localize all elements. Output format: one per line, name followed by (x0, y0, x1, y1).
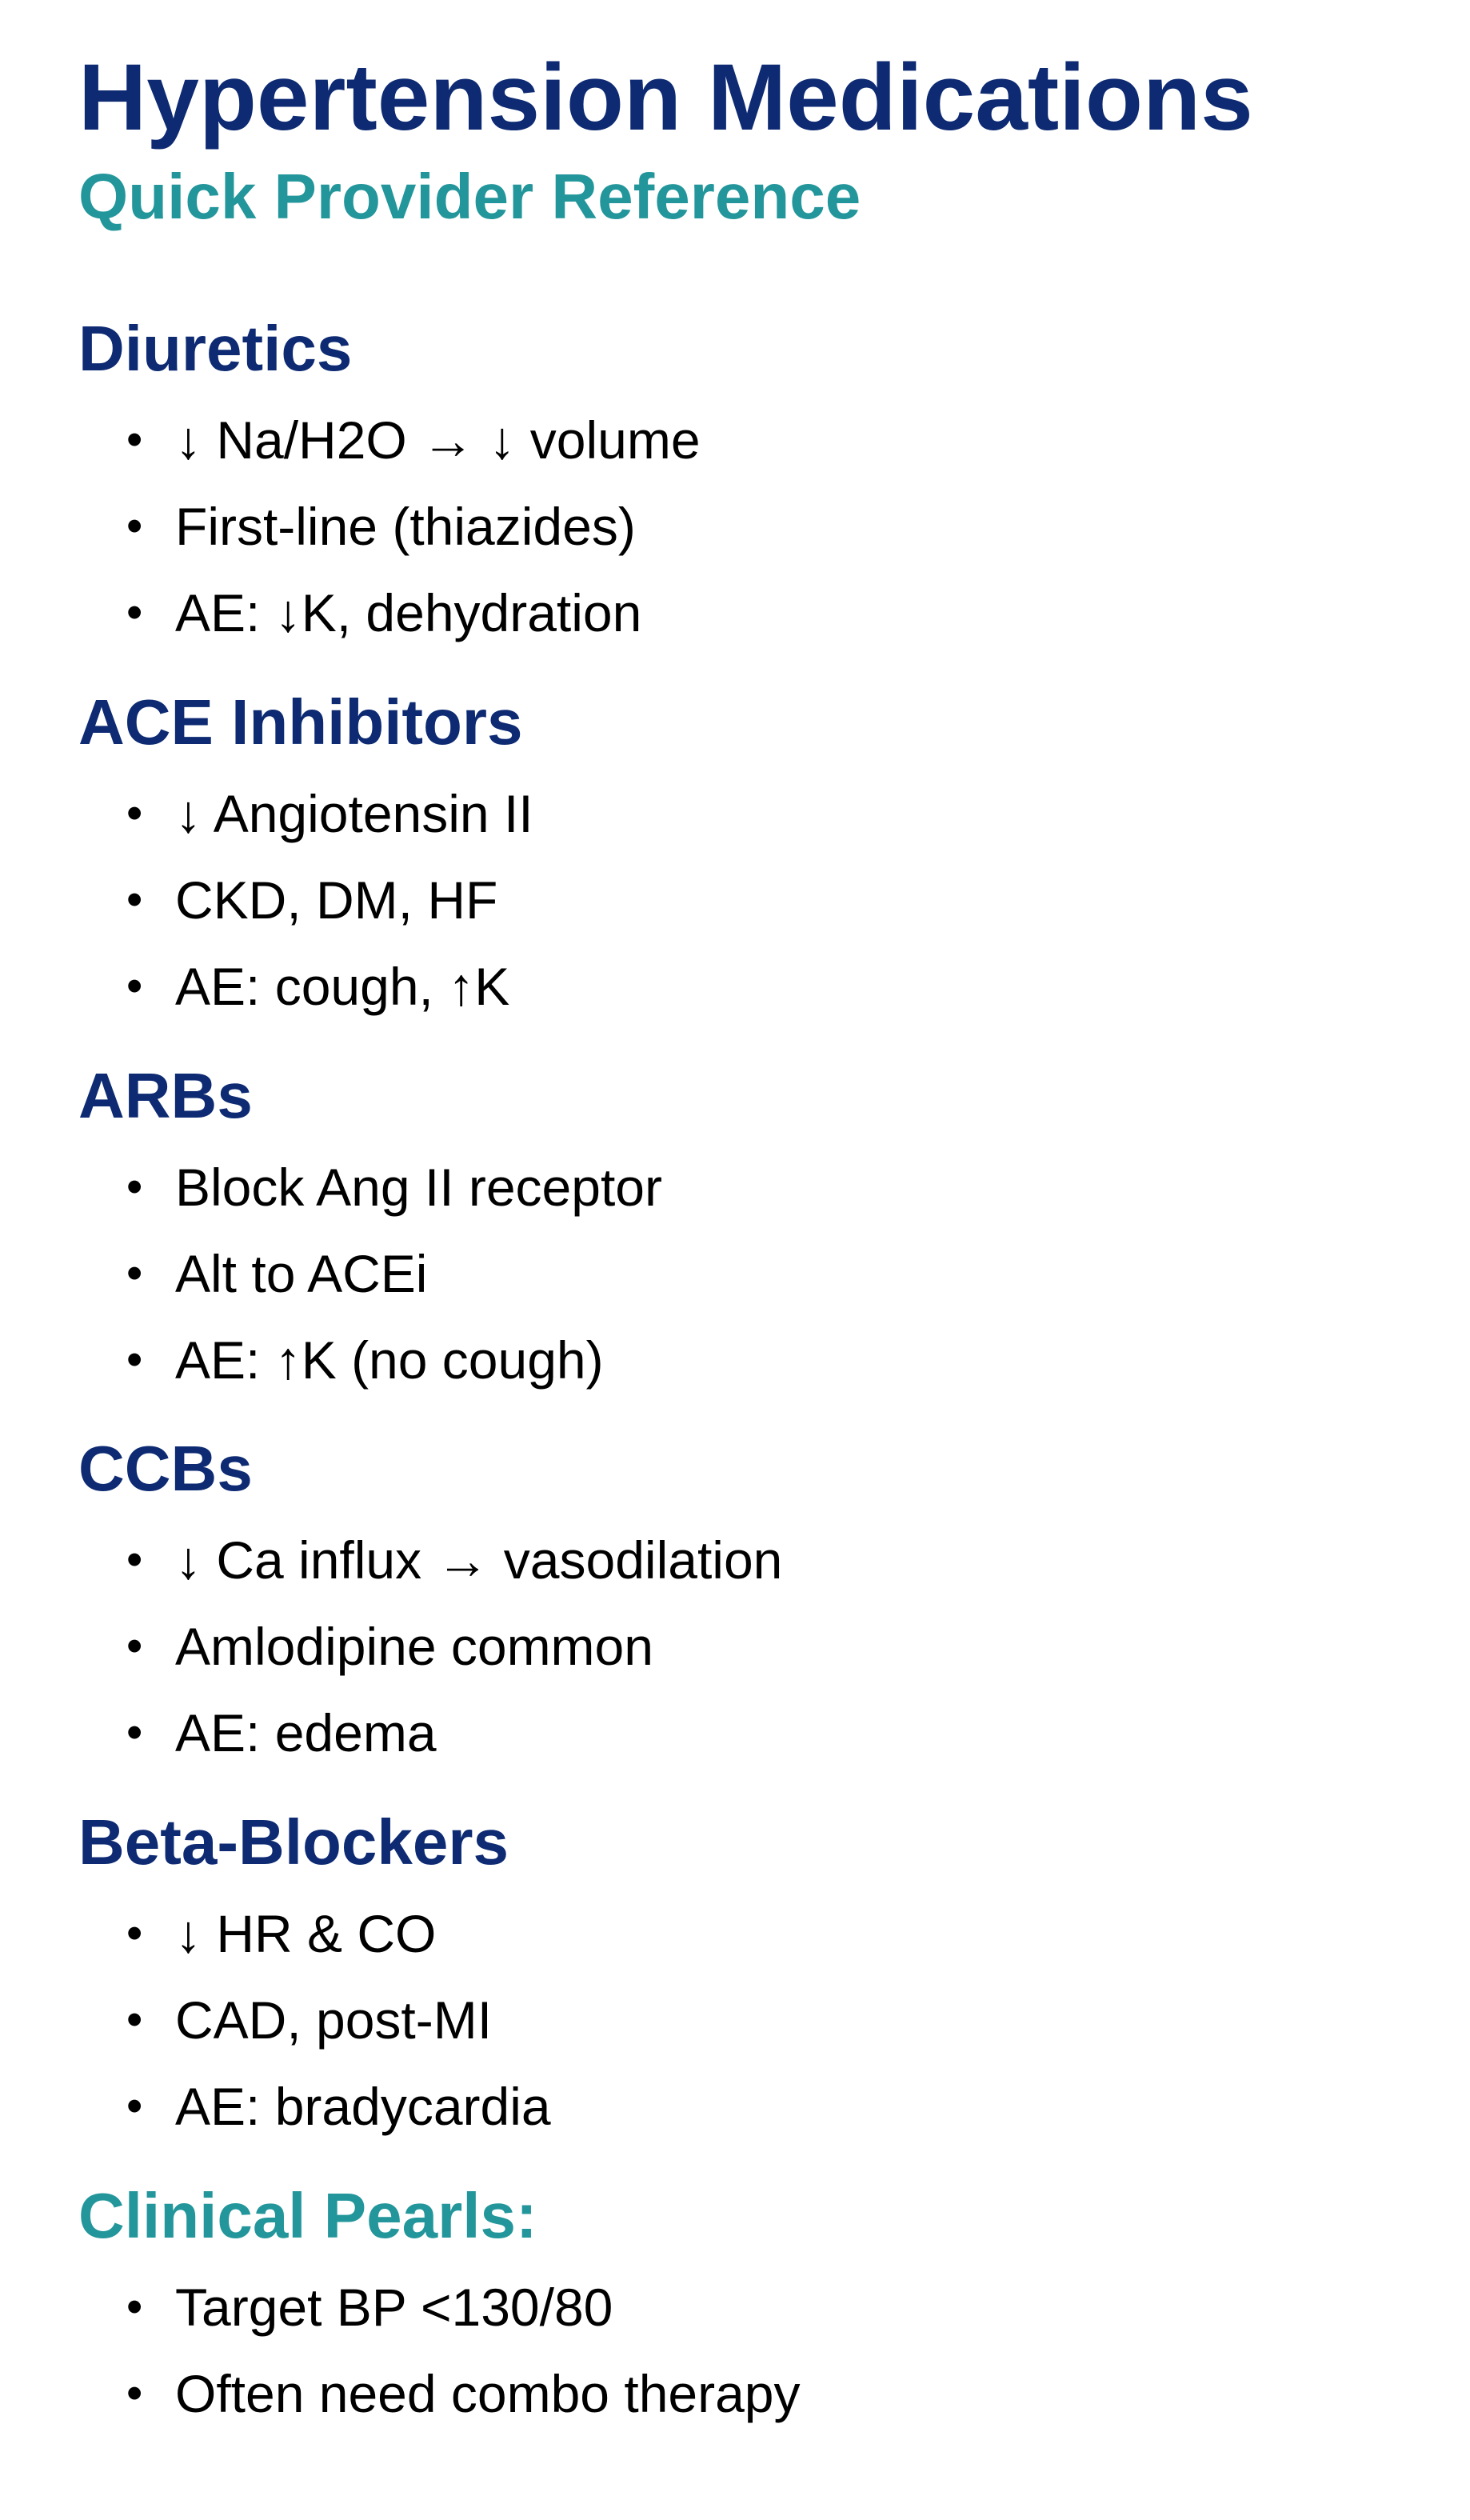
list-item-text: ↓ Angiotensin II (175, 784, 533, 843)
section-heading: ARBs (78, 1060, 253, 1131)
section-ace-inhibitors (78, 674, 1358, 1030)
bullet-icon: • (126, 1534, 143, 1586)
list-item (78, 483, 1358, 570)
list-item (78, 1230, 1358, 1317)
list-item-text: AE: edema (175, 1703, 437, 1762)
list-item (78, 943, 1358, 1030)
list-item-text: AE: bradycardia (175, 2077, 551, 2136)
list-item (78, 570, 1358, 656)
bullet-list (78, 1890, 1358, 2150)
bullet-icon: • (126, 874, 143, 926)
page-subtitle: Quick Provider Reference (78, 161, 861, 232)
list-item-text: Often need combo therapy (175, 2364, 801, 2423)
section-beta-blockers (78, 1794, 1358, 2150)
bullet-icon: • (126, 500, 143, 552)
list-item-text: ↓ Ca influx → vasodilation (175, 1530, 783, 1590)
bullet-icon: • (126, 414, 143, 466)
bullet-icon: • (126, 960, 143, 1012)
section-heading: Beta-Blockers (78, 1806, 509, 1878)
list-item-text: CAD, post-MI (175, 1990, 493, 2050)
section-heading: CCBs (78, 1433, 253, 1504)
section-heading: Diuretics (78, 313, 353, 384)
section-heading: ACE Inhibitors (78, 686, 523, 758)
section-clinical-pearls (78, 2168, 1358, 2437)
list-item-text: ↓ HR & CO (175, 1904, 437, 1963)
list-item-text: Amlodipine common (175, 1617, 653, 1676)
bullet-icon: • (126, 586, 143, 638)
bullet-list (78, 770, 1358, 1030)
section-arbs (78, 1048, 1358, 1403)
list-item (78, 857, 1358, 943)
list-item-text: AE: ↑K (no cough) (175, 1330, 604, 1390)
bullet-list (78, 397, 1358, 656)
list-item (78, 1603, 1358, 1690)
bullet-icon: • (126, 1994, 143, 2046)
bullet-icon: • (126, 1620, 143, 1672)
bullet-list (78, 2264, 1358, 2437)
section-diuretics (78, 301, 1358, 656)
bullet-list (78, 1517, 1358, 1776)
list-item-text: Target BP <130/80 (175, 2278, 613, 2337)
bullet-icon: • (126, 1907, 143, 1959)
bullet-icon: • (126, 2281, 143, 2333)
list-item (78, 2350, 1358, 2437)
list-item-text: AE: ↓K, dehydration (175, 583, 642, 642)
section-heading: Clinical Pearls: (78, 2180, 537, 2251)
list-item (78, 1690, 1358, 1776)
bullet-icon: • (126, 1706, 143, 1758)
list-item (78, 1144, 1358, 1230)
bullet-icon: • (126, 787, 143, 839)
bullet-icon: • (126, 2367, 143, 2419)
bullet-icon: • (126, 1161, 143, 1213)
bullet-list (78, 1144, 1358, 1403)
list-item (78, 1317, 1358, 1403)
section-ccbs (78, 1421, 1358, 1776)
bullet-icon: • (126, 1247, 143, 1299)
page-title: Hypertension Medications (78, 45, 1253, 150)
list-item (78, 2063, 1358, 2150)
list-item-text: ↓ Na/H2O → ↓ volume (175, 410, 701, 470)
list-item (78, 1517, 1358, 1603)
list-item-text: First-line (thiazides) (175, 497, 636, 556)
bullet-icon: • (126, 1334, 143, 1386)
list-item-text: Block Ang II receptor (175, 1158, 662, 1217)
list-item (78, 1890, 1358, 1977)
list-item-text: Alt to ACEi (175, 1244, 428, 1303)
list-item (78, 1977, 1358, 2063)
list-item (78, 2264, 1358, 2350)
list-item (78, 397, 1358, 483)
list-item-text: AE: cough, ↑K (175, 957, 510, 1016)
list-item (78, 770, 1358, 857)
bullet-icon: • (126, 2080, 143, 2132)
list-item-text: CKD, DM, HF (175, 870, 498, 930)
